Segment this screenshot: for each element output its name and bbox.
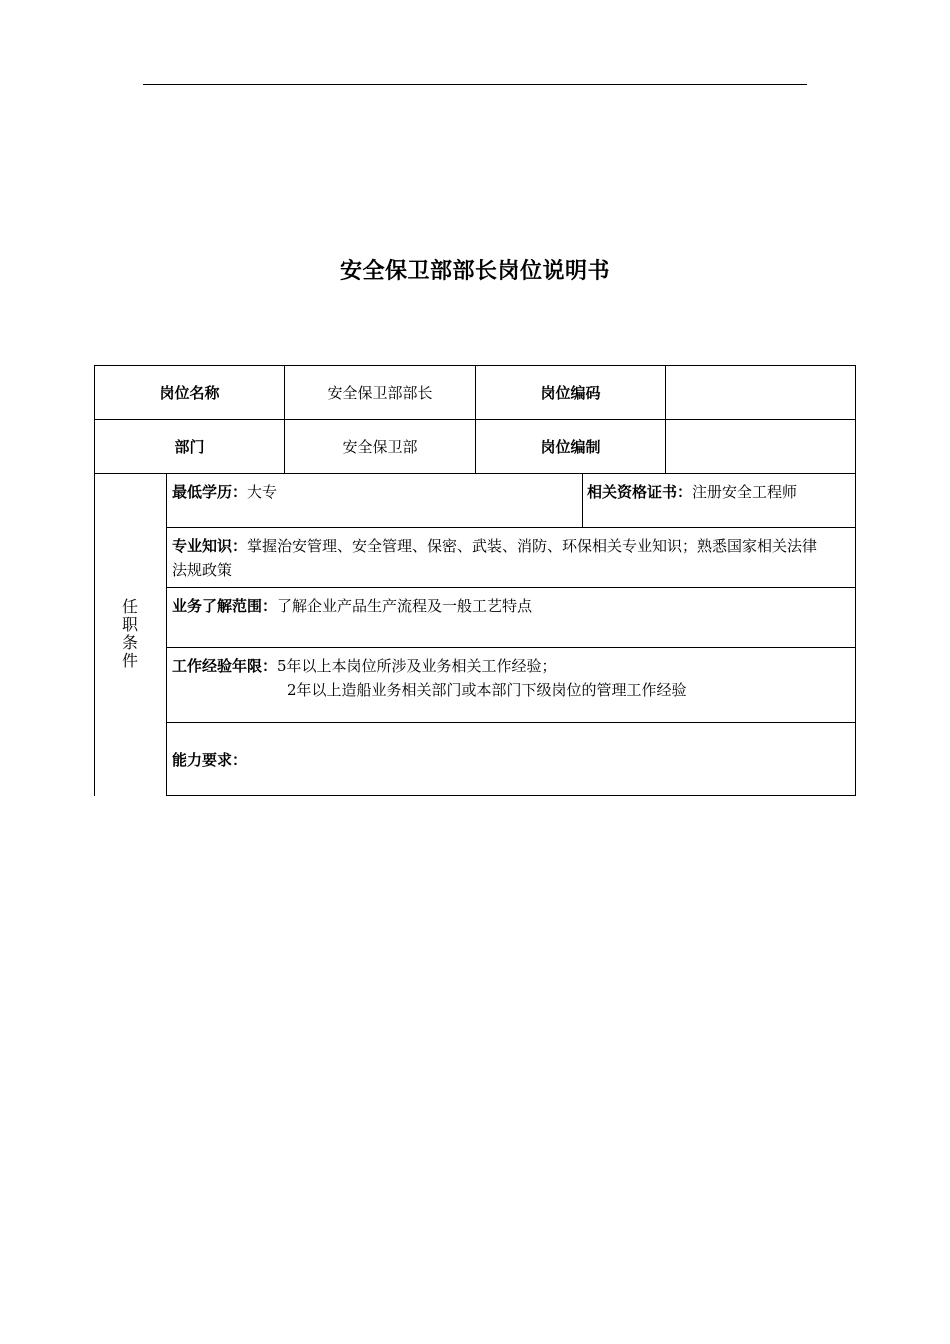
knowledge-label: 专业知识： — [172, 537, 248, 555]
ability-row — [172, 748, 247, 772]
education-value: 大专 — [247, 483, 278, 501]
education-row — [172, 480, 277, 504]
section-label-char: 条 — [121, 633, 138, 652]
business-scope-row — [172, 594, 532, 618]
value-position-name: 安全保卫部部长 — [327, 384, 433, 402]
value-position-code — [666, 366, 855, 419]
table-divider — [166, 527, 856, 528]
experience-text-line2: 2年以上造船业务相关部门或本部门下级岗位的管理工作经验 — [287, 681, 687, 699]
label-headcount: 岗位编制 — [540, 438, 601, 456]
section-label-char: 任 — [121, 597, 138, 616]
header-rule — [143, 84, 807, 85]
value-department: 安全保卫部 — [342, 438, 418, 456]
knowledge-row — [172, 534, 854, 582]
table-divider — [166, 647, 856, 648]
table-divider — [94, 473, 856, 474]
experience-label: 工作经验年限： — [172, 657, 278, 675]
business-scope-label: 业务了解范围： — [172, 597, 278, 615]
table-border-bottom — [166, 795, 856, 796]
ability-label: 能力要求： — [172, 751, 248, 769]
table-divider — [582, 473, 583, 527]
experience-row — [172, 654, 687, 702]
table-border-right — [855, 365, 856, 796]
knowledge-text-line2: 法规政策 — [172, 561, 233, 579]
table-divider — [166, 473, 167, 796]
section-label-char: 职 — [121, 615, 138, 634]
experience-text-line1: 5年以上本岗位所涉及业务相关工作经验； — [277, 657, 557, 675]
value-headcount — [666, 420, 855, 473]
table-divider — [166, 587, 856, 588]
page-title: 安全保卫部部长岗位说明书 — [339, 259, 610, 284]
section-label-qualifications — [120, 598, 140, 670]
label-position-code: 岗位编码 — [540, 384, 601, 402]
certificate-value: 注册安全工程师 — [692, 483, 798, 501]
label-position-name: 岗位名称 — [159, 384, 220, 402]
section-label-char: 件 — [121, 651, 138, 670]
label-department: 部门 — [174, 438, 205, 456]
knowledge-text-line1: 掌握治安管理、安全管理、保密、武装、消防、环保相关专业知识；熟悉国家相关法律 — [247, 537, 818, 555]
certificate-row — [587, 480, 797, 504]
table-divider — [166, 722, 856, 723]
education-label: 最低学历： — [172, 483, 248, 501]
business-scope-value: 了解企业产品生产流程及一般工艺特点 — [277, 597, 533, 615]
certificate-label: 相关资格证书： — [587, 483, 693, 501]
